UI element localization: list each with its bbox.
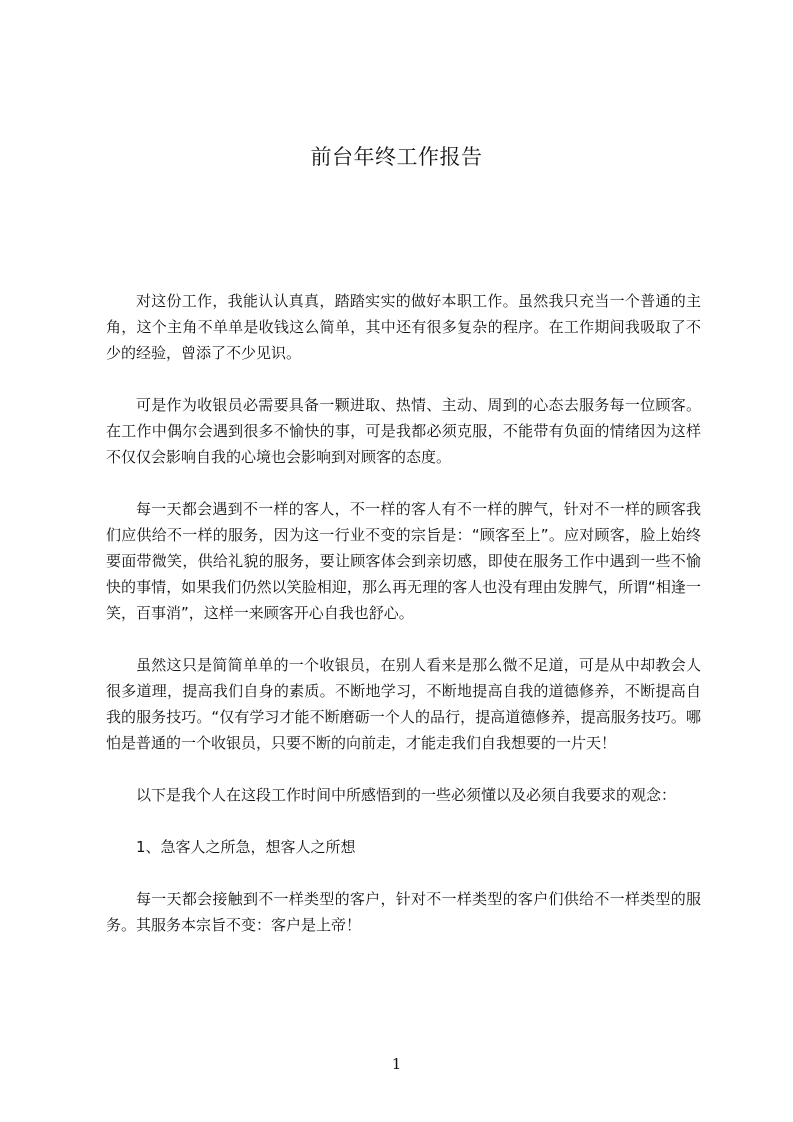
page-number: 1 xyxy=(391,1055,402,1073)
paragraph: 以下是我个人在这段工作时间中所感悟到的一些必须懂以及必须自我要求的观念： xyxy=(136,786,677,804)
paragraph: 对这份工作，我能认认真真，踏踏实实的做好本职工作。虽然我只充当一个普通的主角，这个主角不单单是收钱这么简单，其中还有很多复杂的程序。在工作期间我吸取了不少的经验，曾添了不少见识。 xyxy=(106,292,701,362)
document-body xyxy=(106,288,701,964)
section-heading: 1、急客人之所急，想客人之所想 xyxy=(136,838,356,856)
paragraph: 虽然这只是简简单单的一个收银员，在别人看来是那么微不足道，可是从中却教会人很多道理，提高我们自身的素质。不断地学习，不断地提高自我的道德修养，不断提高自我的服务技巧。“仅有学习才能不断磨砺一个人的品行，提高道德修养，提高服务技巧。哪怕是普通的一个收银员，只要不断的向前走，才能走我们自我想要的一片天！ xyxy=(106,656,701,752)
paragraph: 每一天都会遇到不一样的客人，不一样的客人有不一样的脾气，针对不一样的顾客我们应供给不一样的服务，因为这一行业不变的宗旨是：“顾客至上”。应对顾客，脸上始终要面带微笑，供给礼貌的服务，要让顾客体会到亲切感，即使在服务工作中遇到一些不愉快的事情，如果我们仍然以笑脸相迎，那么再无理的客人也没有理由发脾气，所谓“相逢一笑，百事消”，这样一来顾客开心自我也舒心。 xyxy=(106,500,701,622)
paragraph: 每一天都会接触到不一样类型的客户，针对不一样类型的客户们供给不一样类型的服务。其服务本宗旨不变：客户是上帝！ xyxy=(106,890,701,934)
paragraph: 可是作为收银员必需要具备一颗进取、热情、主动、周到的心态去服务每一位顾客。在工作中偶尔会遇到很多不愉快的事，可是我都必须克服，不能带有负面的情绪因为这样不仅仅会影响自我的心境也会影响到对顾客的态度。 xyxy=(106,396,701,466)
document-title: 前台年终工作报告 xyxy=(310,145,483,169)
